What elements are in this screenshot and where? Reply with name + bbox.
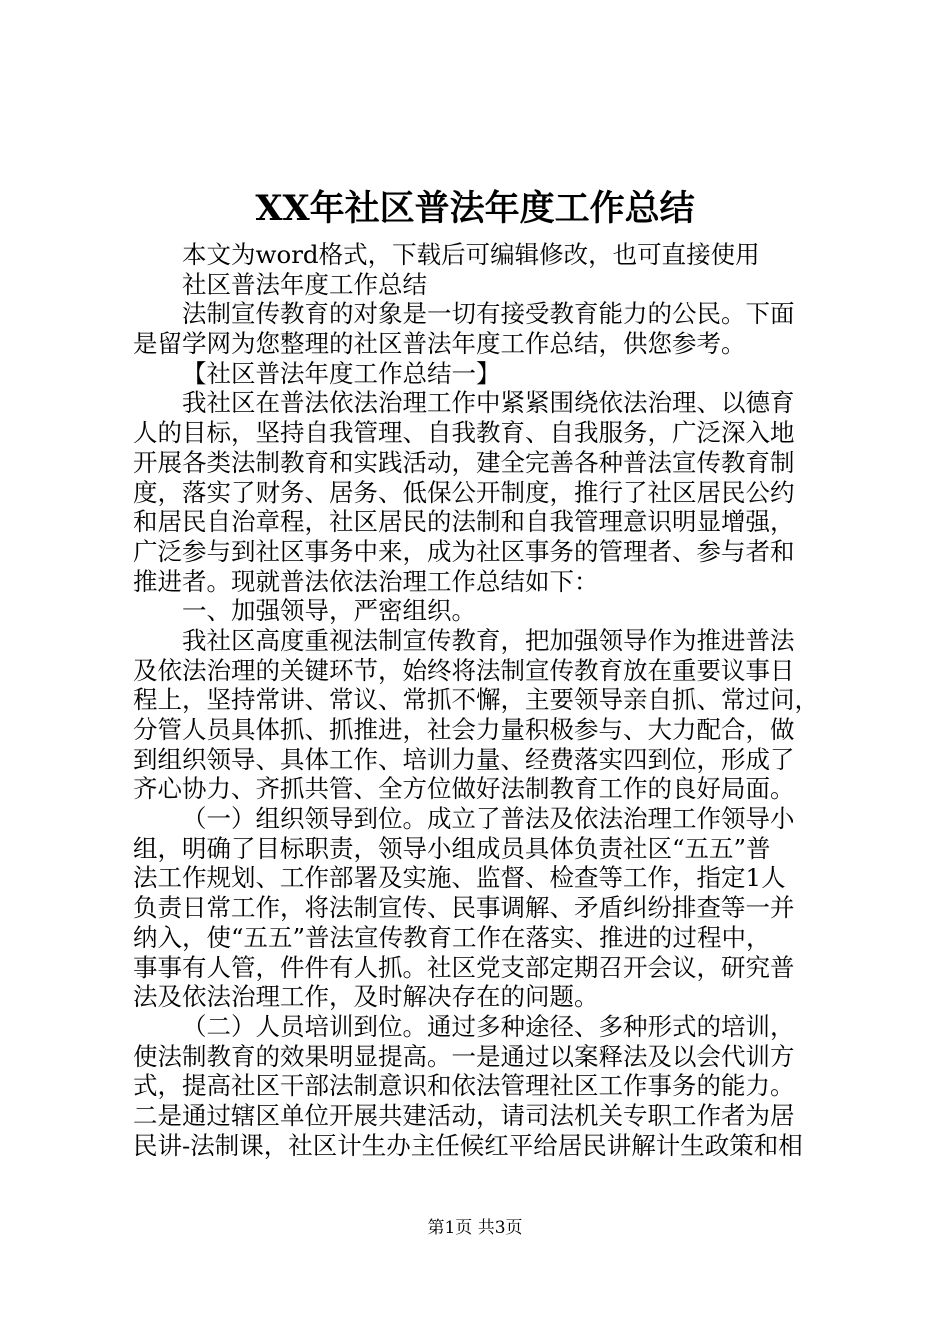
text-line: 分管人员具体抓、抓推进，社会力量积极参与、大力配合，做 <box>133 715 795 744</box>
text-line: 法制宣传教育的对象是一切有接受教育能力的公民。下面 <box>182 299 795 329</box>
text-line: 我社区在普法依法治理工作中紧紧围绕依法治理、以德育 <box>182 388 795 418</box>
text-line: 开展各类法制教育和实践活动，建全完善各种普法宣传教育制 <box>133 447 795 477</box>
text-line: 到组织领导、具体工作、培训力量、经费落实四到位，形成了 <box>133 744 795 774</box>
text-line: 我社区高度重视法制宣传教育，把加强领导作为推进普法 <box>182 625 795 655</box>
text-line: 法工作规划、工作部署及实施、监督、检查等工作，指定1人 <box>133 863 786 893</box>
text-line: 程上，坚持常讲、常议、常抓不懈，主要领导亲自抓、常过问， <box>133 685 819 715</box>
text-line: 组，明确了目标职责，领导小组成员具体负责社区“五五”普 <box>133 833 771 863</box>
text-line: 事事有人管，件件有人抓。社区党支部定期召开会议，研究普 <box>133 952 795 982</box>
text-line: 纳入，使“五五”普法宣传教育工作在落实、推进的过程中， <box>133 922 771 952</box>
text-line: 齐心协力、齐抓共管、全方位做好法制教育工作的良好局面。 <box>133 774 795 804</box>
text-line: （二）人员培训到位。通过多种途径、多种形式的培训， <box>182 1011 795 1041</box>
text-line: 本文为word格式，下载后可编辑修改，也可直接使用 <box>182 240 760 269</box>
document-body <box>133 240 833 1160</box>
text-line: 民讲-法制课，社区计生办主任候红平给居民讲解计生政策和相 <box>133 1130 803 1160</box>
text-line: 二是通过辖区单位开展共建活动，请司法机关专职工作者为居 <box>133 1100 795 1130</box>
text-line: 负责日常工作，将法制宣传、民事调解、矛盾纠纷排查等一并 <box>133 893 795 923</box>
page-footer: 第1页 共3页 <box>427 1218 523 1238</box>
text-line: 广泛参与到社区事务中来，成为社区事务的管理者、参与者和 <box>133 536 795 566</box>
text-line: 推进者。现就普法依法治理工作总结如下： <box>133 566 599 596</box>
text-line: 和居民自治章程，社区居民的法制和自我管理意识明显增强， <box>133 507 795 537</box>
text-line: 度，落实了财务、居务、低保公开制度，推行了社区居民公约 <box>133 477 795 507</box>
text-line: 使法制教育的效果明显提高。一是通过以案释法及以会代训方 <box>133 1041 795 1071</box>
text-line: 一、加强领导，严密组织。 <box>182 596 476 626</box>
text-line: （一）组织领导到位。成立了普法及依法治理工作领导小 <box>182 804 795 834</box>
document-title: XX年社区普法年度工作总结 <box>255 188 695 229</box>
text-line: 及依法治理的关键环节，始终将法制宣传教育放在重要议事日 <box>133 655 795 685</box>
text-line: 式，提高社区干部法制意识和依法管理社区工作事务的能力。 <box>133 1071 795 1101</box>
text-line: 人的目标，坚持自我管理、自我教育、自我服务，广泛深入地 <box>133 418 795 448</box>
text-line: 法及依法治理工作，及时解决存在的问题。 <box>133 982 599 1012</box>
text-line: 是留学网为您整理的社区普法年度工作总结，供您参考。 <box>133 329 746 359</box>
text-line: 【社区普法年度工作总结一】 <box>182 358 501 388</box>
text-line: 社区普法年度工作总结 <box>182 269 427 299</box>
